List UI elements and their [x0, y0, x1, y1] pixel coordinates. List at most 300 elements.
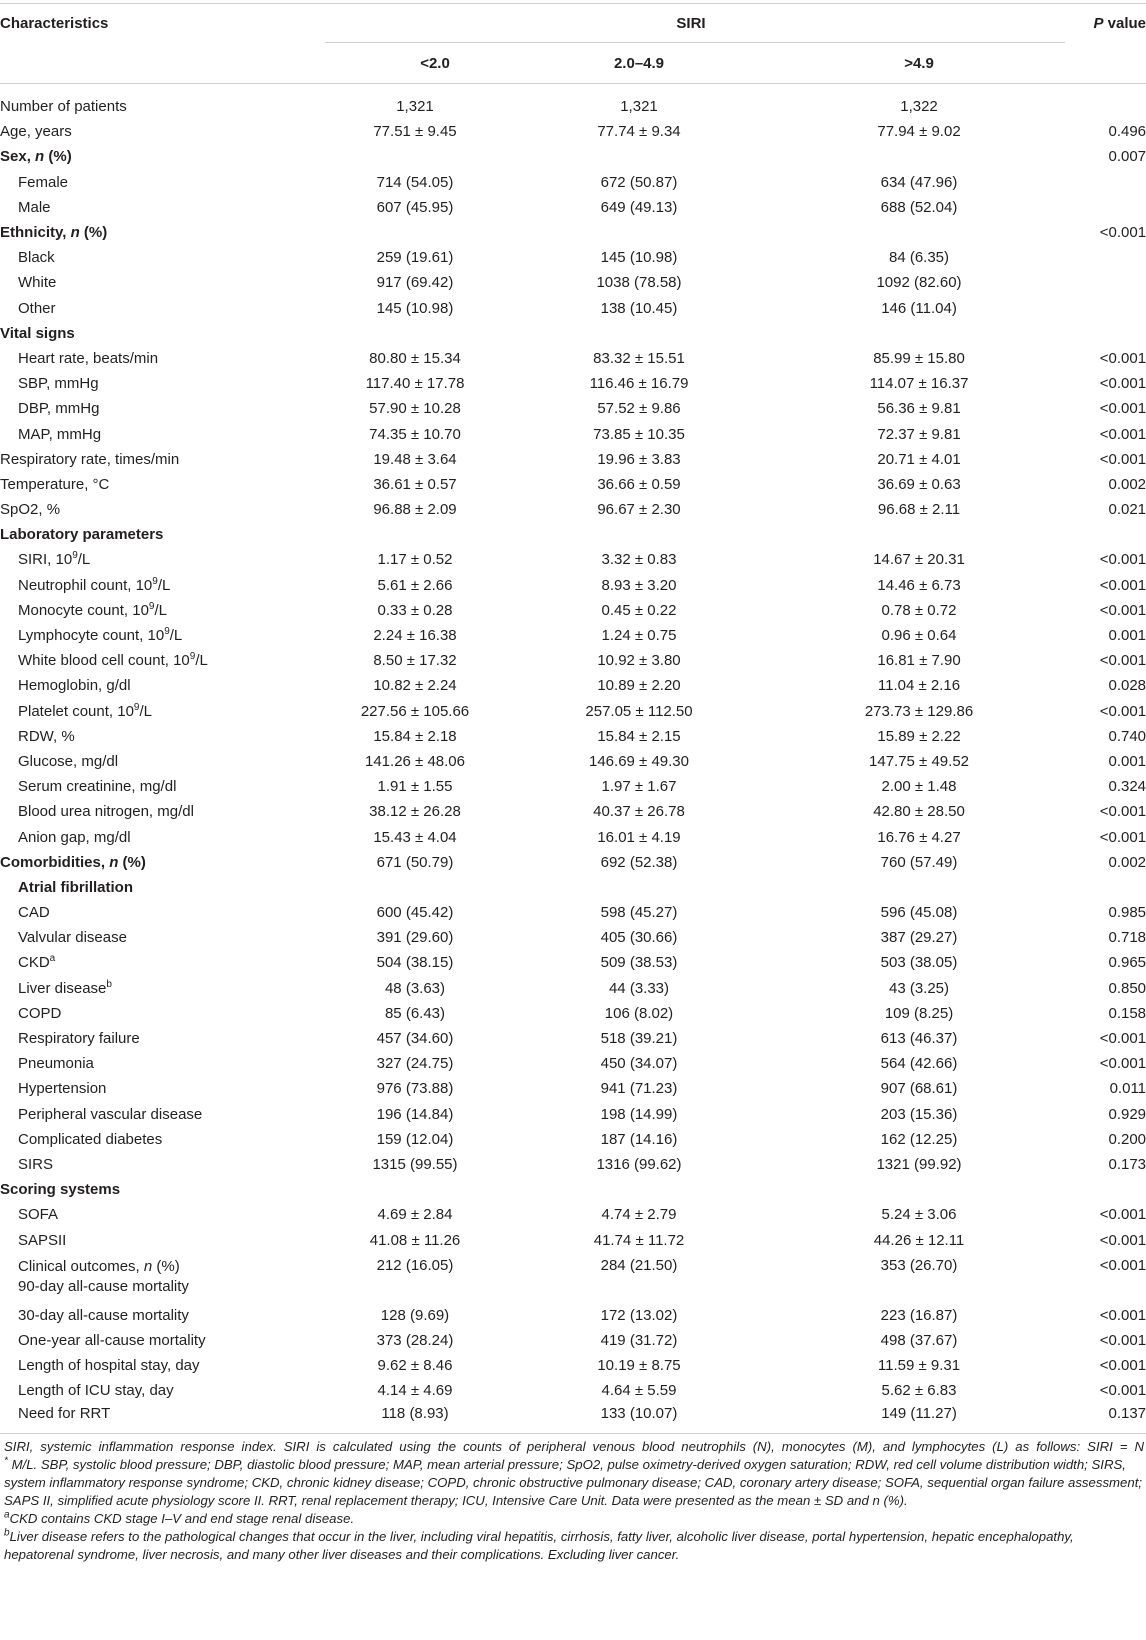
row-label: [0, 447, 325, 472]
footnote-b: [4, 1528, 1144, 1564]
footnote-a-text: CKD contains CKD stage I–V and end stage renal disease.: [9, 1511, 355, 1527]
footnote-main-rest: [4, 1456, 1144, 1510]
value-siri-mid: [505, 220, 773, 245]
row-label: [0, 925, 325, 950]
value-siri-mid: 509 (38.53): [600, 954, 678, 972]
row-label-suffix: /L: [77, 551, 91, 569]
value-p: 0.929: [1108, 1105, 1146, 1123]
value-siri-low: 1315 (99.55): [372, 1155, 458, 1173]
table-row: [0, 371, 1146, 396]
value-siri-high: 16.81 ± 7.90: [877, 652, 961, 670]
row-label: [0, 950, 325, 975]
row-label: [0, 1202, 325, 1227]
row-label-superscript: 9: [133, 701, 140, 713]
value-siri-low: 15.84 ± 2.18: [373, 727, 457, 745]
value-p: 0.002: [1108, 475, 1146, 493]
row-label-text: Atrial fibrillation: [18, 878, 134, 896]
value-siri-high: 72.37 ± 9.81: [877, 425, 961, 443]
table-row: [0, 94, 1146, 119]
value-siri-mid: 8.93 ± 3.20: [601, 576, 677, 594]
value-siri-mid: 198 (14.99): [600, 1105, 678, 1123]
table-row: [0, 875, 1146, 900]
value-siri-mid: 419 (31.72): [600, 1331, 678, 1349]
row-label: [0, 547, 325, 572]
value-siri-mid: 73.85 ± 10.35: [593, 425, 685, 443]
value-siri-low: 117.40 ± 17.78: [365, 375, 465, 393]
value-p: <0.001: [1099, 349, 1146, 367]
row-label: [0, 371, 325, 396]
value-siri-mid: 172 (13.02): [600, 1306, 678, 1324]
value-siri-mid: 83.32 ± 15.51: [593, 349, 685, 367]
value-siri-mid: 941 (71.23): [600, 1080, 678, 1098]
value-siri-mid: 10.19 ± 8.75: [597, 1357, 681, 1375]
table-row: [0, 1127, 1146, 1152]
value-siri-high: [773, 875, 1065, 900]
value-siri-high: 14.46 ± 6.73: [877, 576, 961, 594]
header-siri: [325, 4, 1065, 43]
value-p: <0.001: [1099, 1306, 1146, 1324]
value-siri-mid: [505, 875, 773, 900]
value-p: 0.200: [1108, 1130, 1146, 1148]
value-siri-low: 38.12 ± 26.28: [369, 803, 461, 821]
value-siri-low: [325, 875, 505, 900]
value-siri-high: 503 (38.05): [880, 954, 958, 972]
row-label-italic: n: [143, 1257, 153, 1275]
value-p: <0.001: [1099, 1231, 1146, 1249]
row-label: [0, 321, 325, 346]
table-row: [0, 824, 1146, 849]
value-siri-mid: 116.46 ± 16.79: [589, 375, 689, 393]
row-label: [0, 673, 325, 698]
value-siri-low: 4.69 ± 2.84: [377, 1206, 453, 1224]
value-siri-low: 976 (73.88): [376, 1080, 454, 1098]
value-siri-high: [773, 522, 1065, 547]
value-siri-mid: 146.69 ± 49.30: [589, 752, 689, 770]
value-p: 0.718: [1108, 929, 1146, 947]
value-siri-low: [325, 522, 505, 547]
row-label-text: Vital signs: [0, 324, 75, 342]
value-siri-mid: [505, 522, 773, 547]
row-label-text: Length of hospital stay, day: [18, 1357, 200, 1375]
value-siri-low: [325, 144, 505, 169]
row-label-text: Respiratory failure: [18, 1030, 140, 1048]
row-label-superscript: 9: [189, 651, 196, 663]
value-siri-mid: 10.92 ± 3.80: [597, 652, 681, 670]
row-label: [0, 875, 325, 900]
value-p: [1065, 875, 1146, 900]
table-row: [0, 1202, 1146, 1227]
row-label: [0, 1353, 325, 1378]
value-siri-low: 0.33 ± 0.28: [377, 601, 453, 619]
row-label: [0, 472, 325, 497]
table-row: [0, 573, 1146, 598]
table-row: [0, 296, 1146, 321]
header-siri-label: SIRI: [676, 14, 706, 32]
value-siri-low: 145 (10.98): [376, 299, 454, 317]
table-row: [0, 1152, 1146, 1177]
value-p: <0.001: [1099, 601, 1146, 619]
value-siri-high: 44.26 ± 12.11: [873, 1231, 965, 1249]
value-p: <0.001: [1099, 576, 1146, 594]
row-label-text: One-year all-cause mortality: [18, 1331, 206, 1349]
row-label-suffix: (%): [79, 224, 108, 242]
table-row: [0, 1253, 1146, 1303]
row-label: [0, 1303, 325, 1328]
row-label: [0, 799, 325, 824]
table-row: [0, 346, 1146, 371]
value-siri-high: 634 (47.96): [880, 173, 958, 191]
value-siri-low: 1.17 ± 0.52: [377, 551, 453, 569]
row-label-superscript: 9: [148, 600, 155, 612]
row-label-text: Length of ICU stay, day: [18, 1382, 174, 1400]
value-p: 0.028: [1108, 677, 1146, 695]
value-siri-high: 162 (12.25): [880, 1130, 958, 1148]
value-p: 0.740: [1108, 727, 1146, 745]
row-label-line2: 90-day all-cause mortality: [18, 1277, 189, 1295]
value-siri-high: 760 (57.49): [880, 853, 958, 871]
row-label-text: Respiratory rate, times/min: [0, 450, 180, 468]
value-siri-mid: 138 (10.45): [600, 299, 678, 317]
value-siri-low: 212 (16.05): [376, 1256, 454, 1274]
value-siri-high: 84 (6.35): [888, 249, 950, 267]
value-p: <0.001: [1099, 1357, 1146, 1375]
table-row: [0, 799, 1146, 824]
row-label: [0, 1076, 325, 1101]
row-label-text: Hemoglobin, g/dl: [18, 677, 131, 695]
value-p: 0.002: [1108, 853, 1146, 871]
value-p: <0.001: [1099, 425, 1146, 443]
row-label: [0, 195, 325, 220]
header-group-high: >4.9: [773, 43, 1065, 84]
row-label-text: SBP, mmHg: [18, 375, 99, 393]
row-label-text: Valvular disease: [18, 929, 127, 947]
table-row: [0, 774, 1146, 799]
row-label-suffix: /L: [157, 576, 171, 594]
row-label-text: Serum creatinine, mg/dl: [18, 778, 177, 796]
value-siri-low: 85 (6.43): [384, 1004, 446, 1022]
value-siri-high: 498 (37.67): [880, 1331, 958, 1349]
row-label: [0, 774, 325, 799]
value-siri-low: 141.26 ± 48.06: [365, 752, 465, 770]
row-label-italic: n: [35, 148, 45, 166]
value-p: <0.001: [1099, 828, 1146, 846]
row-label-text: Laboratory parameters: [0, 526, 164, 544]
table-row: [0, 648, 1146, 673]
row-label: [0, 421, 325, 446]
row-label: [0, 1102, 325, 1127]
header-row-2: [0, 43, 1146, 84]
value-p: 0.965: [1108, 954, 1146, 972]
value-p: [1065, 94, 1146, 119]
row-label-text: Comorbidities,: [0, 853, 110, 871]
row-label: [0, 824, 325, 849]
row-label-superscript: 9: [152, 575, 158, 587]
row-label-text: COPD: [18, 1004, 62, 1022]
row-label: [0, 396, 325, 421]
table-row: [0, 1328, 1146, 1353]
header-group-low: <2.0: [325, 43, 505, 84]
row-label-text: White: [18, 274, 57, 292]
row-label: [0, 170, 325, 195]
value-siri-mid: 10.89 ± 2.20: [597, 677, 681, 695]
row-label-text: Liver disease: [18, 979, 107, 997]
row-label-superscript: 9: [72, 550, 78, 562]
row-label-text: Glucose, mg/dl: [18, 752, 119, 770]
value-siri-mid: 598 (45.27): [600, 904, 678, 922]
value-p: <0.001: [1099, 224, 1146, 242]
table-row: [0, 950, 1146, 975]
value-siri-low: 671 (50.79): [376, 853, 454, 871]
value-siri-high: 85.99 ± 15.80: [873, 349, 965, 367]
row-label-suffix: (%): [44, 148, 72, 166]
row-label: [0, 699, 325, 724]
value-siri-mid: 106 (8.02): [604, 1004, 674, 1022]
value-siri-high: 2.00 ± 1.48: [881, 778, 957, 796]
value-siri-low: 15.43 ± 4.04: [373, 828, 457, 846]
value-siri-high: [773, 321, 1065, 346]
value-siri-low: 227.56 ± 105.66: [360, 702, 470, 720]
table-row: [0, 673, 1146, 698]
row-label: [0, 648, 325, 673]
table-footnotes: [0, 1434, 1144, 1564]
row-label-suffix: /L: [169, 627, 183, 645]
table-row: [0, 396, 1146, 421]
value-siri-low: 607 (45.95): [376, 198, 454, 216]
value-p: <0.001: [1099, 803, 1146, 821]
table-row: [0, 195, 1146, 220]
value-siri-low: 1.91 ± 1.55: [377, 778, 453, 796]
value-siri-mid: 19.96 ± 3.83: [597, 450, 681, 468]
value-siri-mid: 405 (30.66): [600, 929, 678, 947]
table-row: [0, 1102, 1146, 1127]
header-p-value: [1065, 4, 1146, 43]
value-siri-mid: 518 (39.21): [600, 1030, 678, 1048]
value-siri-high: 14.67 ± 20.31: [873, 551, 965, 569]
value-p: 0.007: [1108, 148, 1146, 166]
table-row: [0, 170, 1146, 195]
value-siri-high: 353 (26.70): [880, 1256, 958, 1274]
header-empty-p: [1065, 43, 1146, 84]
value-siri-low: 457 (34.60): [376, 1030, 454, 1048]
row-label: [0, 1378, 325, 1403]
header-row-1: [0, 4, 1146, 43]
row-label-text: 30-day all-cause mortality: [18, 1306, 189, 1324]
table-row: [0, 447, 1146, 472]
value-p: [1065, 195, 1146, 220]
value-p: [1065, 170, 1146, 195]
value-siri-high: 0.78 ± 0.72: [881, 601, 957, 619]
row-label: [0, 1253, 325, 1303]
table-row: [0, 220, 1146, 245]
header-characteristics: Characteristics: [0, 4, 325, 43]
value-siri-high: 96.68 ± 2.11: [877, 501, 961, 519]
row-label-text: RDW, %: [18, 727, 75, 745]
footnote-asterisk: *: [4, 1455, 8, 1467]
value-siri-high: 42.80 ± 28.50: [873, 803, 965, 821]
row-label-suffix: /L: [139, 702, 152, 720]
value-p: 0.001: [1108, 752, 1146, 770]
value-siri-high: [773, 1177, 1065, 1202]
value-siri-low: 77.51 ± 9.45: [373, 123, 457, 141]
row-label-text: SIRS: [18, 1155, 54, 1173]
value-siri-mid: 4.64 ± 5.59: [601, 1382, 677, 1400]
value-siri-mid: 187 (14.16): [600, 1130, 678, 1148]
value-siri-low: 74.35 ± 10.70: [369, 425, 461, 443]
row-label-text: Female: [18, 173, 69, 191]
value-siri-low: 600 (45.42): [376, 904, 454, 922]
value-siri-high: 223 (16.87): [880, 1306, 958, 1324]
row-label-suffix: (%): [152, 1257, 180, 1275]
value-p: [1065, 245, 1146, 270]
row-label-text: Anion gap, mg/dl: [18, 828, 131, 846]
value-siri-low: 9.62 ± 8.46: [377, 1357, 453, 1375]
row-label-superscript: b: [106, 978, 112, 990]
value-siri-high: 1092 (82.60): [876, 274, 962, 292]
row-label-text: Scoring systems: [0, 1181, 121, 1199]
value-siri-low: 196 (14.84): [376, 1105, 454, 1123]
row-label: [0, 1152, 325, 1177]
value-siri-mid: 145 (10.98): [600, 249, 678, 267]
row-label-text: Male: [18, 198, 51, 216]
value-siri-low: 714 (54.05): [376, 173, 454, 191]
value-p: [1065, 1177, 1146, 1202]
value-siri-low: 159 (12.04): [376, 1130, 454, 1148]
row-label-text: Need for RRT: [18, 1405, 111, 1423]
value-p: <0.001: [1099, 1256, 1146, 1274]
value-siri-high: 596 (45.08): [880, 904, 958, 922]
row-label: [0, 245, 325, 270]
row-label-italic: n: [109, 853, 119, 871]
row-label-italic: n: [70, 224, 80, 242]
value-siri-high: 564 (42.66): [880, 1055, 958, 1073]
row-label-text: Monocyte count, 10: [18, 601, 149, 619]
value-siri-low: [325, 220, 505, 245]
row-label: [0, 522, 325, 547]
value-siri-mid: 450 (34.07): [600, 1055, 678, 1073]
row-label: [0, 749, 325, 774]
header-empty: [0, 43, 325, 84]
row-label: [0, 1403, 325, 1434]
row-label-text: Hypertension: [18, 1080, 107, 1098]
row-label-text: MAP, mmHg: [18, 425, 102, 443]
table-row: [0, 522, 1146, 547]
value-siri-low: [325, 1177, 505, 1202]
value-siri-high: 147.75 ± 49.52: [869, 752, 969, 770]
value-p: 0.324: [1108, 778, 1146, 796]
value-siri-mid: 3.32 ± 0.83: [601, 551, 677, 569]
row-label: [0, 270, 325, 295]
value-siri-high: 36.69 ± 0.63: [877, 475, 961, 493]
row-label: [0, 1227, 325, 1252]
value-siri-mid: 1038 (78.58): [596, 274, 682, 292]
row-label: [0, 623, 325, 648]
value-siri-mid: 77.74 ± 9.34: [597, 123, 681, 141]
value-p: 0.173: [1108, 1155, 1146, 1173]
row-label-text: DBP, mmHg: [18, 400, 100, 418]
row-label: [0, 598, 325, 623]
table-row: [0, 547, 1146, 572]
row-label-text: Pneumonia: [18, 1055, 94, 1073]
value-siri-high: 149 (11.27): [773, 1403, 1065, 1434]
value-siri-mid: 36.66 ± 0.59: [597, 475, 681, 493]
table-row: [0, 900, 1146, 925]
table-row: [0, 749, 1146, 774]
value-siri-low: 10.82 ± 2.24: [373, 677, 457, 695]
value-siri-high: 0.96 ± 0.64: [881, 627, 957, 645]
value-p: <0.001: [1099, 551, 1146, 569]
table-row: [0, 1378, 1146, 1403]
value-siri-mid: 1.24 ± 0.75: [601, 627, 677, 645]
header-p-letter: P: [1093, 14, 1104, 32]
value-siri-mid: 133 (10.07): [505, 1403, 773, 1434]
value-siri-mid: 257.05 ± 112.50: [585, 702, 693, 720]
value-siri-mid: 1316 (99.62): [596, 1155, 682, 1173]
row-label-text: Blood urea nitrogen, mg/dl: [18, 803, 194, 821]
table-row: [0, 245, 1146, 270]
table-row: [0, 1076, 1146, 1101]
value-siri-mid: 40.37 ± 26.78: [593, 803, 685, 821]
table-row: [0, 1403, 1146, 1434]
value-siri-low: 391 (29.60): [376, 929, 454, 947]
header-p-rest: value: [1103, 14, 1146, 32]
value-siri-low: 96.88 ± 2.09: [373, 501, 457, 519]
footnote-a: [4, 1510, 1144, 1528]
value-siri-mid: 57.52 ± 9.86: [597, 400, 681, 418]
row-label-text: Clinical outcomes,: [18, 1257, 144, 1275]
value-siri-low: 48 (3.63): [384, 979, 446, 997]
characteristics-table: [0, 3, 1146, 1434]
value-p: <0.001: [1099, 450, 1146, 468]
row-label-text: SOFA: [18, 1206, 59, 1224]
value-siri-mid: 1,321: [620, 98, 658, 116]
value-siri-high: 387 (29.27): [880, 929, 958, 947]
value-siri-high: [773, 220, 1065, 245]
value-siri-high: 203 (15.36): [880, 1105, 958, 1123]
row-label-text: SpO2, %: [0, 501, 61, 519]
value-siri-high: 146 (11.04): [881, 299, 957, 317]
value-siri-high: 15.89 ± 2.22: [877, 727, 961, 745]
spacer-row: [0, 84, 1146, 95]
footnote-b-text: Liver disease refers to the pathological changes that occur in the liver, including viral hepatitis, cirrhosis, fatty liver, alcoholic liver disease, portal hypertension, hepatic encephalopathy, hepatorenal syndrome, liver necrosis, and many other liver diseases and their complications. Excluding liver cancer.: [4, 1529, 1074, 1563]
value-siri-mid: 41.74 ± 11.72: [593, 1231, 685, 1249]
value-siri-low: 118 (8.93): [325, 1403, 505, 1434]
table-row: [0, 1353, 1146, 1378]
value-siri-low: 259 (19.61): [376, 249, 454, 267]
row-label: [0, 1328, 325, 1353]
value-p: [1065, 522, 1146, 547]
row-label-text: Lymphocyte count, 10: [18, 627, 165, 645]
value-p: 0.985: [1108, 904, 1146, 922]
value-p: <0.001: [1099, 1030, 1146, 1048]
value-siri-low: [325, 321, 505, 346]
value-siri-high: 43 (3.25): [888, 979, 950, 997]
row-label: [0, 1001, 325, 1026]
row-label-suffix: /L: [154, 601, 167, 619]
table-row: [0, 321, 1146, 346]
row-label-text: Sex,: [0, 148, 36, 166]
value-siri-high: 273.73 ± 129.86: [864, 702, 974, 720]
value-siri-low: 36.61 ± 0.57: [373, 475, 457, 493]
value-siri-mid: [505, 144, 773, 169]
row-label-superscript: 9: [164, 626, 170, 638]
value-p: <0.001: [1099, 702, 1146, 720]
value-p: 0.137: [1065, 1403, 1146, 1434]
value-siri-high: 907 (68.61): [880, 1080, 958, 1098]
value-p: [1065, 270, 1146, 295]
value-siri-mid: 0.45 ± 0.22: [601, 601, 677, 619]
table-row: [0, 724, 1146, 749]
value-siri-high: 688 (52.04): [880, 198, 958, 216]
